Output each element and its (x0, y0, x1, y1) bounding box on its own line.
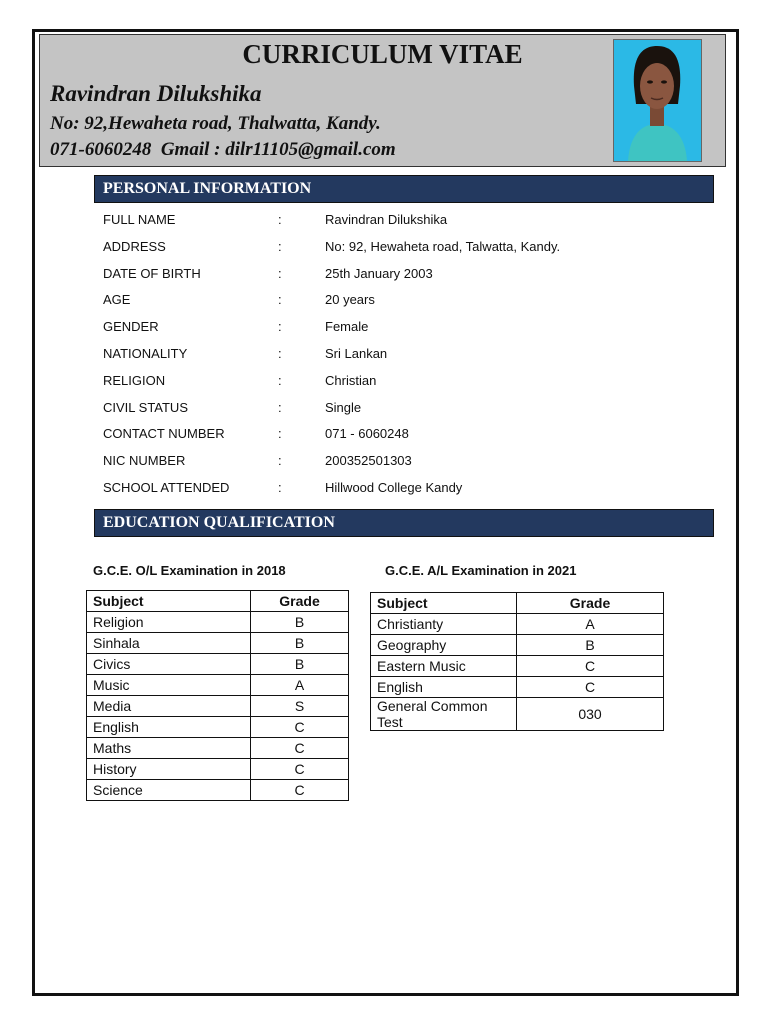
info-row (103, 426, 663, 452)
info-value: Christian (325, 372, 377, 388)
info-row (103, 373, 663, 399)
subject-cell: Science (87, 780, 251, 801)
subject-column-header: Subject (371, 593, 517, 614)
ol-results-table (86, 590, 349, 801)
info-value: Female (325, 319, 369, 335)
info-row (103, 453, 663, 479)
info-label: NATIONALITY (103, 346, 188, 361)
subject-cell: Civics (87, 654, 251, 675)
grade-cell: C (517, 656, 664, 677)
info-row (103, 319, 663, 345)
grade-cell: 030 (517, 698, 664, 731)
info-value: Ravindran Dilukshika (325, 212, 448, 227)
info-label: AGE (103, 292, 131, 308)
info-label: CONTACT NUMBER (103, 426, 225, 442)
info-separator: : (278, 480, 282, 495)
info-value: No: 92, Hewaheta road, Talwatta, Kandy. (325, 238, 561, 254)
subject-cell: Sinhala (87, 633, 251, 654)
subject-cell: Eastern Music (371, 656, 517, 677)
info-separator: : (278, 372, 282, 388)
table-row (87, 654, 349, 675)
info-row (103, 239, 663, 265)
info-label: NIC NUMBER (103, 453, 186, 469)
personal-information-heading: PERSONAL INFORMATION (94, 175, 714, 203)
subject-column-header: Subject (87, 591, 251, 612)
info-label: FULL NAME (103, 212, 176, 227)
grade-cell: C (251, 738, 349, 759)
table-row (87, 696, 349, 717)
grade-cell: C (251, 780, 349, 801)
info-separator: : (278, 399, 282, 415)
info-label: SCHOOL ATTENDED (103, 480, 230, 495)
candidate-name: Ravindran Dilukshika (50, 81, 262, 106)
subject-cell: Religion (87, 612, 251, 633)
info-value: Sri Lankan (325, 346, 388, 361)
info-row (103, 212, 663, 238)
info-row (103, 346, 663, 372)
table-row (87, 759, 349, 780)
al-results-table (370, 592, 664, 731)
info-label: RELIGION (103, 372, 166, 388)
table-header-row (87, 591, 349, 612)
info-value: 20 years (325, 292, 375, 308)
grade-cell: C (251, 759, 349, 780)
info-value: 200352501303 (325, 453, 412, 469)
info-separator: : (278, 212, 282, 227)
subject-cell: Geography (371, 635, 517, 656)
candidate-address: No: 92,Hewaheta road, Thalwatta, Kandy. (50, 113, 381, 134)
info-label: ADDRESS (103, 238, 166, 254)
grade-column-header: Grade (251, 591, 349, 612)
info-row (103, 480, 663, 506)
table-row (371, 677, 664, 698)
info-value: 25th January 2003 (325, 265, 433, 281)
table-row (87, 612, 349, 633)
subject-cell: Media (87, 696, 251, 717)
info-label: DATE OF BIRTH (103, 265, 201, 281)
info-separator: : (278, 453, 282, 469)
info-label: CIVIL STATUS (103, 399, 188, 415)
table-row (371, 635, 664, 656)
info-row (103, 266, 663, 292)
info-row (103, 292, 663, 318)
info-separator: : (278, 426, 282, 442)
table-row (87, 717, 349, 738)
al-exam-title: G.C.E. A/L Examination in 2021 (385, 563, 577, 578)
grade-cell: C (251, 717, 349, 738)
table-row (87, 675, 349, 696)
grade-cell: S (251, 696, 349, 717)
table-row (371, 698, 664, 731)
info-row (103, 400, 663, 426)
grade-cell: B (251, 612, 349, 633)
table-row (87, 780, 349, 801)
info-separator: : (278, 292, 282, 308)
subject-cell: Christianty (371, 614, 517, 635)
table-row (371, 614, 664, 635)
table-header-row (371, 593, 664, 614)
grade-cell: A (251, 675, 349, 696)
subject-cell: Music (87, 675, 251, 696)
info-separator: : (278, 238, 282, 254)
info-separator: : (278, 265, 282, 281)
subject-cell: General Common Test (371, 698, 517, 731)
table-row (371, 656, 664, 677)
subject-cell: Maths (87, 738, 251, 759)
profile-photo (613, 39, 702, 162)
grade-cell: A (517, 614, 664, 635)
info-label: GENDER (103, 319, 159, 335)
info-value: Hillwood College Kandy (325, 480, 463, 495)
subject-cell: English (371, 677, 517, 698)
info-separator: : (278, 346, 282, 361)
page-title: CURRICULUM VITAE (242, 39, 523, 69)
grade-cell: B (517, 635, 664, 656)
grade-cell: C (517, 677, 664, 698)
grade-cell: B (251, 633, 349, 654)
subject-cell: History (87, 759, 251, 780)
subject-cell: English (87, 717, 251, 738)
table-row (87, 633, 349, 654)
info-value: Single (325, 399, 362, 415)
grade-column-header: Grade (517, 593, 664, 614)
ol-exam-title: G.C.E. O/L Examination in 2018 (93, 563, 286, 578)
education-qualification-heading: EDUCATION QUALIFICATION (94, 509, 714, 537)
candidate-contact: 071-6060248 Gmail : dilr11105@gmail.com (50, 139, 396, 160)
table-row (87, 738, 349, 759)
cv-header (39, 34, 726, 167)
info-value: 071 - 6060248 (325, 426, 409, 442)
info-separator: : (278, 319, 282, 335)
grade-cell: B (251, 654, 349, 675)
